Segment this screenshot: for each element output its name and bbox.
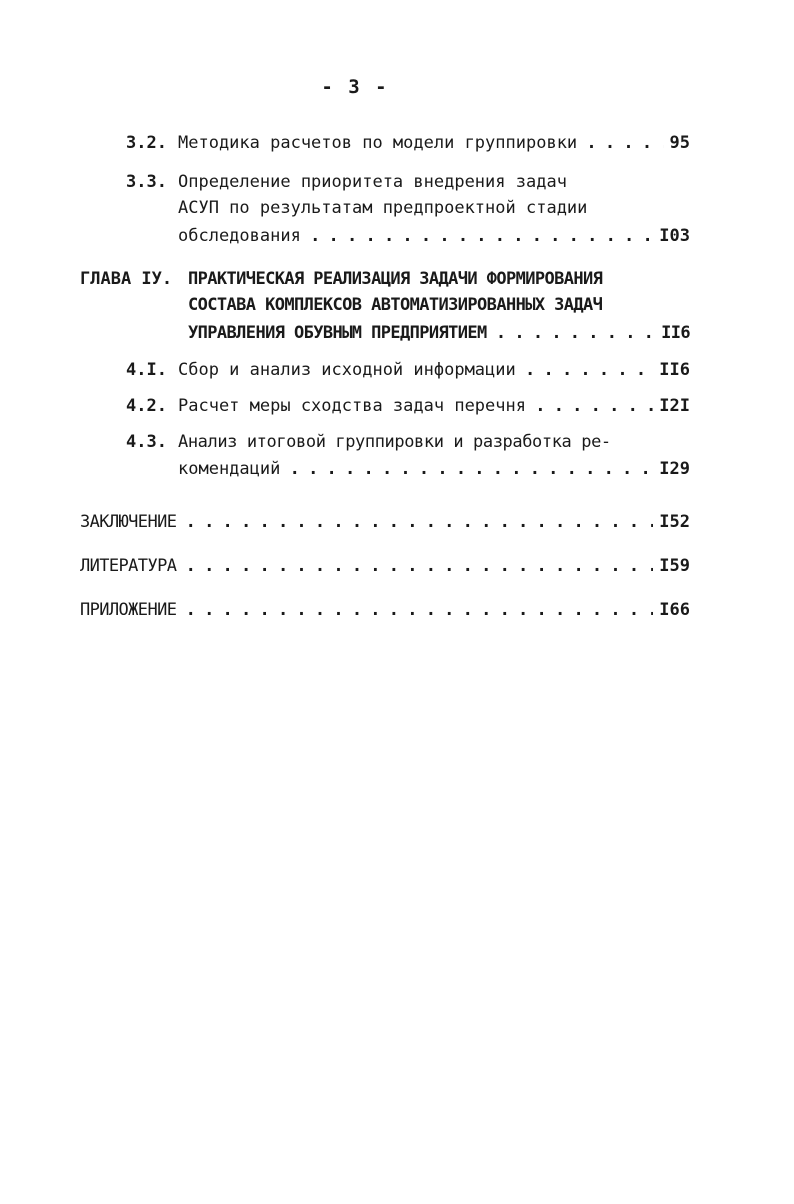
toc-entry-title: Расчет меры сходства задач перечня . . .	[178, 395, 653, 417]
toc-entry-number: 4.2.	[126, 396, 167, 416]
toc-entry-page: II6	[661, 323, 690, 343]
toc-entry-page: I2I	[659, 396, 690, 416]
toc-entry-title: Анализ итоговой группировки и разработка ре-	[178, 432, 611, 452]
toc-entry-title: Методика расчетов по модели группировки . . .	[178, 132, 664, 154]
toc-section-title: ПРИЛОЖЕНИЕ . . .	[80, 599, 653, 621]
toc-entry-page: I29	[659, 459, 690, 479]
chapter-title: ПРАКТИЧЕСКАЯ РЕАЛИЗАЦИЯ ЗАДАЧИ ФОРМИРОВАНИЯ	[188, 269, 603, 289]
toc-conclusion	[80, 511, 690, 533]
toc-entry-4-3	[178, 458, 690, 480]
toc-entry-page: I59	[659, 556, 690, 576]
toc-literature	[80, 555, 690, 577]
toc-entry-title-continued: обследования . . .	[178, 225, 653, 247]
toc-entry-number: 4.I.	[126, 360, 167, 380]
toc-entry-number: 4.3.	[126, 432, 167, 452]
chapter-title-continued: СОСТАВА КОМПЛЕКСОВ АВТОМАТИЗИРОВАННЫХ ЗАДАЧ	[188, 295, 603, 315]
toc-chapter-4	[188, 322, 690, 344]
toc-entry-3-2	[178, 132, 690, 154]
toc-entry-page: I52	[659, 512, 690, 532]
toc-entry-title-continued: АСУП по результатам предпроектной стадии	[178, 198, 588, 218]
page-number: - 3 -	[321, 76, 389, 98]
toc-section-title: ЗАКЛЮЧЕНИЕ . . .	[80, 511, 653, 533]
toc-entry-title: Сбор и анализ исходной информации . . .	[178, 359, 653, 381]
toc-entry-number: 3.3.	[126, 172, 167, 192]
chapter-title-continued: УПРАВЛЕНИЯ ОБУВНЫМ ПРЕДПРИЯТИЕМ . . .	[188, 322, 655, 344]
toc-entry-page: I66	[659, 600, 690, 620]
toc-entry-3-3	[178, 225, 690, 247]
toc-appendix	[80, 599, 690, 621]
toc-section-title: ЛИТЕРАТУРА . . .	[80, 555, 653, 577]
chapter-label: ГЛАВА IУ.	[80, 269, 173, 289]
toc-entry-title: Определение приоритета внедрения задач	[178, 172, 567, 192]
toc-entry-4-2	[178, 395, 690, 417]
toc-entry-title-continued: комендаций . . .	[178, 458, 653, 480]
toc-entry-page: I03	[659, 226, 690, 246]
toc-entry-number: 3.2.	[126, 133, 167, 153]
toc-entry-page: 95	[669, 133, 690, 153]
toc-entry-page: II6	[659, 360, 690, 380]
toc-entry-4-1	[178, 359, 690, 381]
